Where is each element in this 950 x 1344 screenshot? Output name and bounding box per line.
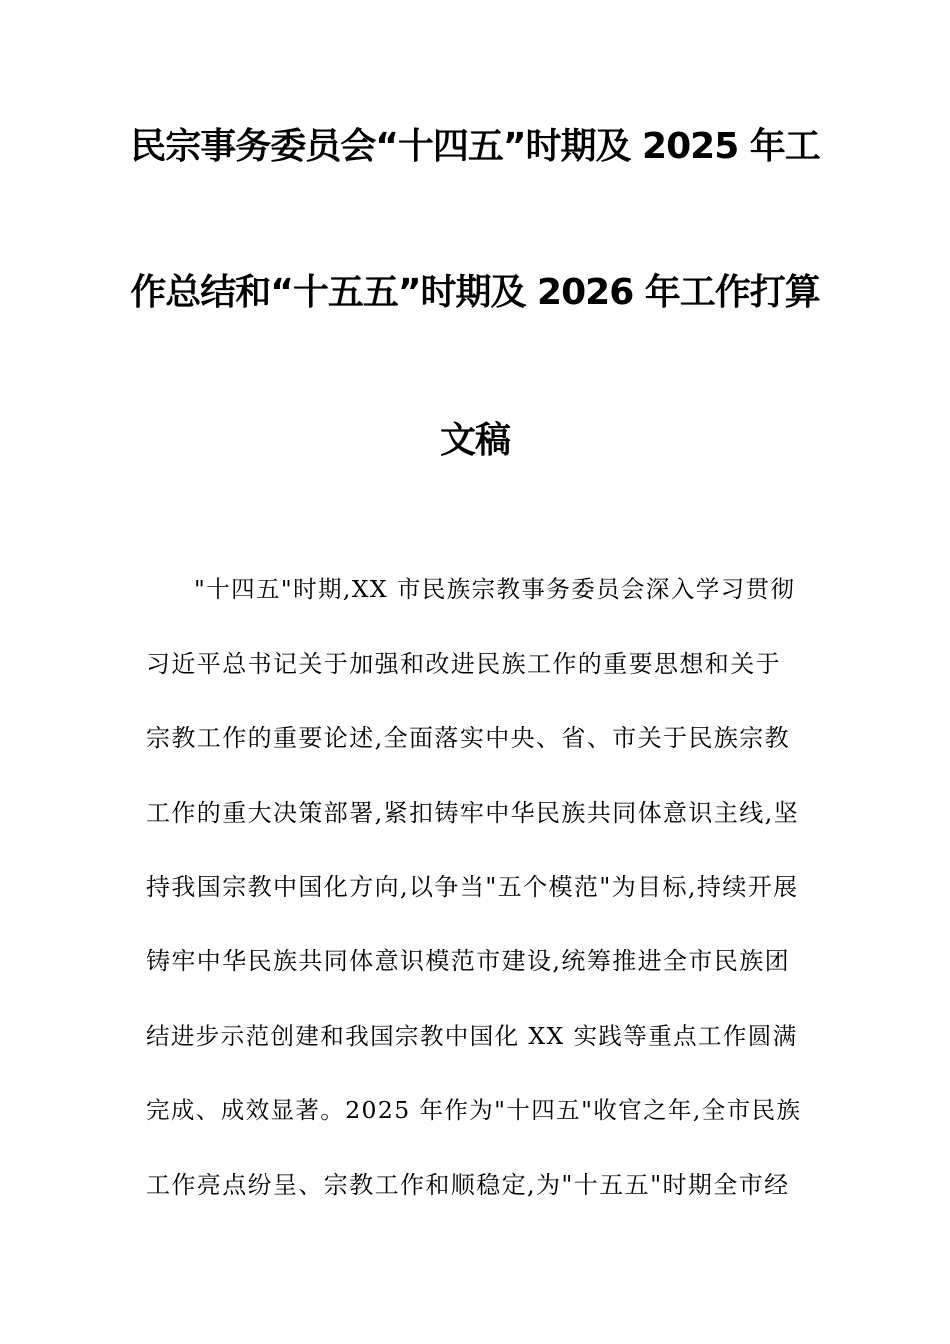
title-line-2: 作总结和“十五五”时期及 2026 年工作打算 [130, 272, 820, 313]
title-line-3: 文稿 [439, 420, 510, 461]
paragraph-line-3: 宗教工作的重要论述,全面落实中央、省、市关于民族宗教 [146, 724, 791, 752]
paragraph-line-6: 铸牢中华民族共同体意识模范市建设,统筹推进全市民族团 [146, 947, 791, 975]
paragraph-line-7: 结进步示范创建和我国宗教中国化 XX 实践等重点工作圆满 [146, 1022, 798, 1050]
paragraph-line-5: 持我国宗教中国化方向,以争当"五个模范"为目标,持续开展 [146, 873, 799, 901]
title-line-1: 民宗事务委员会“十四五”时期及 2025 年工 [130, 126, 820, 167]
paragraph-line-2: 习近平总书记关于加强和改进民族工作的重要思想和关于 [146, 650, 781, 678]
paragraph-line-4: 工作的重大决策部署,紧扣铸牢中华民族共同体意识主线,坚 [146, 799, 800, 827]
paragraph-line-9: 工作亮点纷呈、宗教工作和顺稳定,为"十五五"时期全市经 [146, 1171, 790, 1199]
paragraph-line-1: "十四五"时期,XX 市民族宗教事务委员会深入学习贯彻 [194, 575, 796, 603]
paragraph-line-8: 完成、成效显著。2025 年作为"十四五"收官之年,全市民族 [146, 1096, 802, 1124]
